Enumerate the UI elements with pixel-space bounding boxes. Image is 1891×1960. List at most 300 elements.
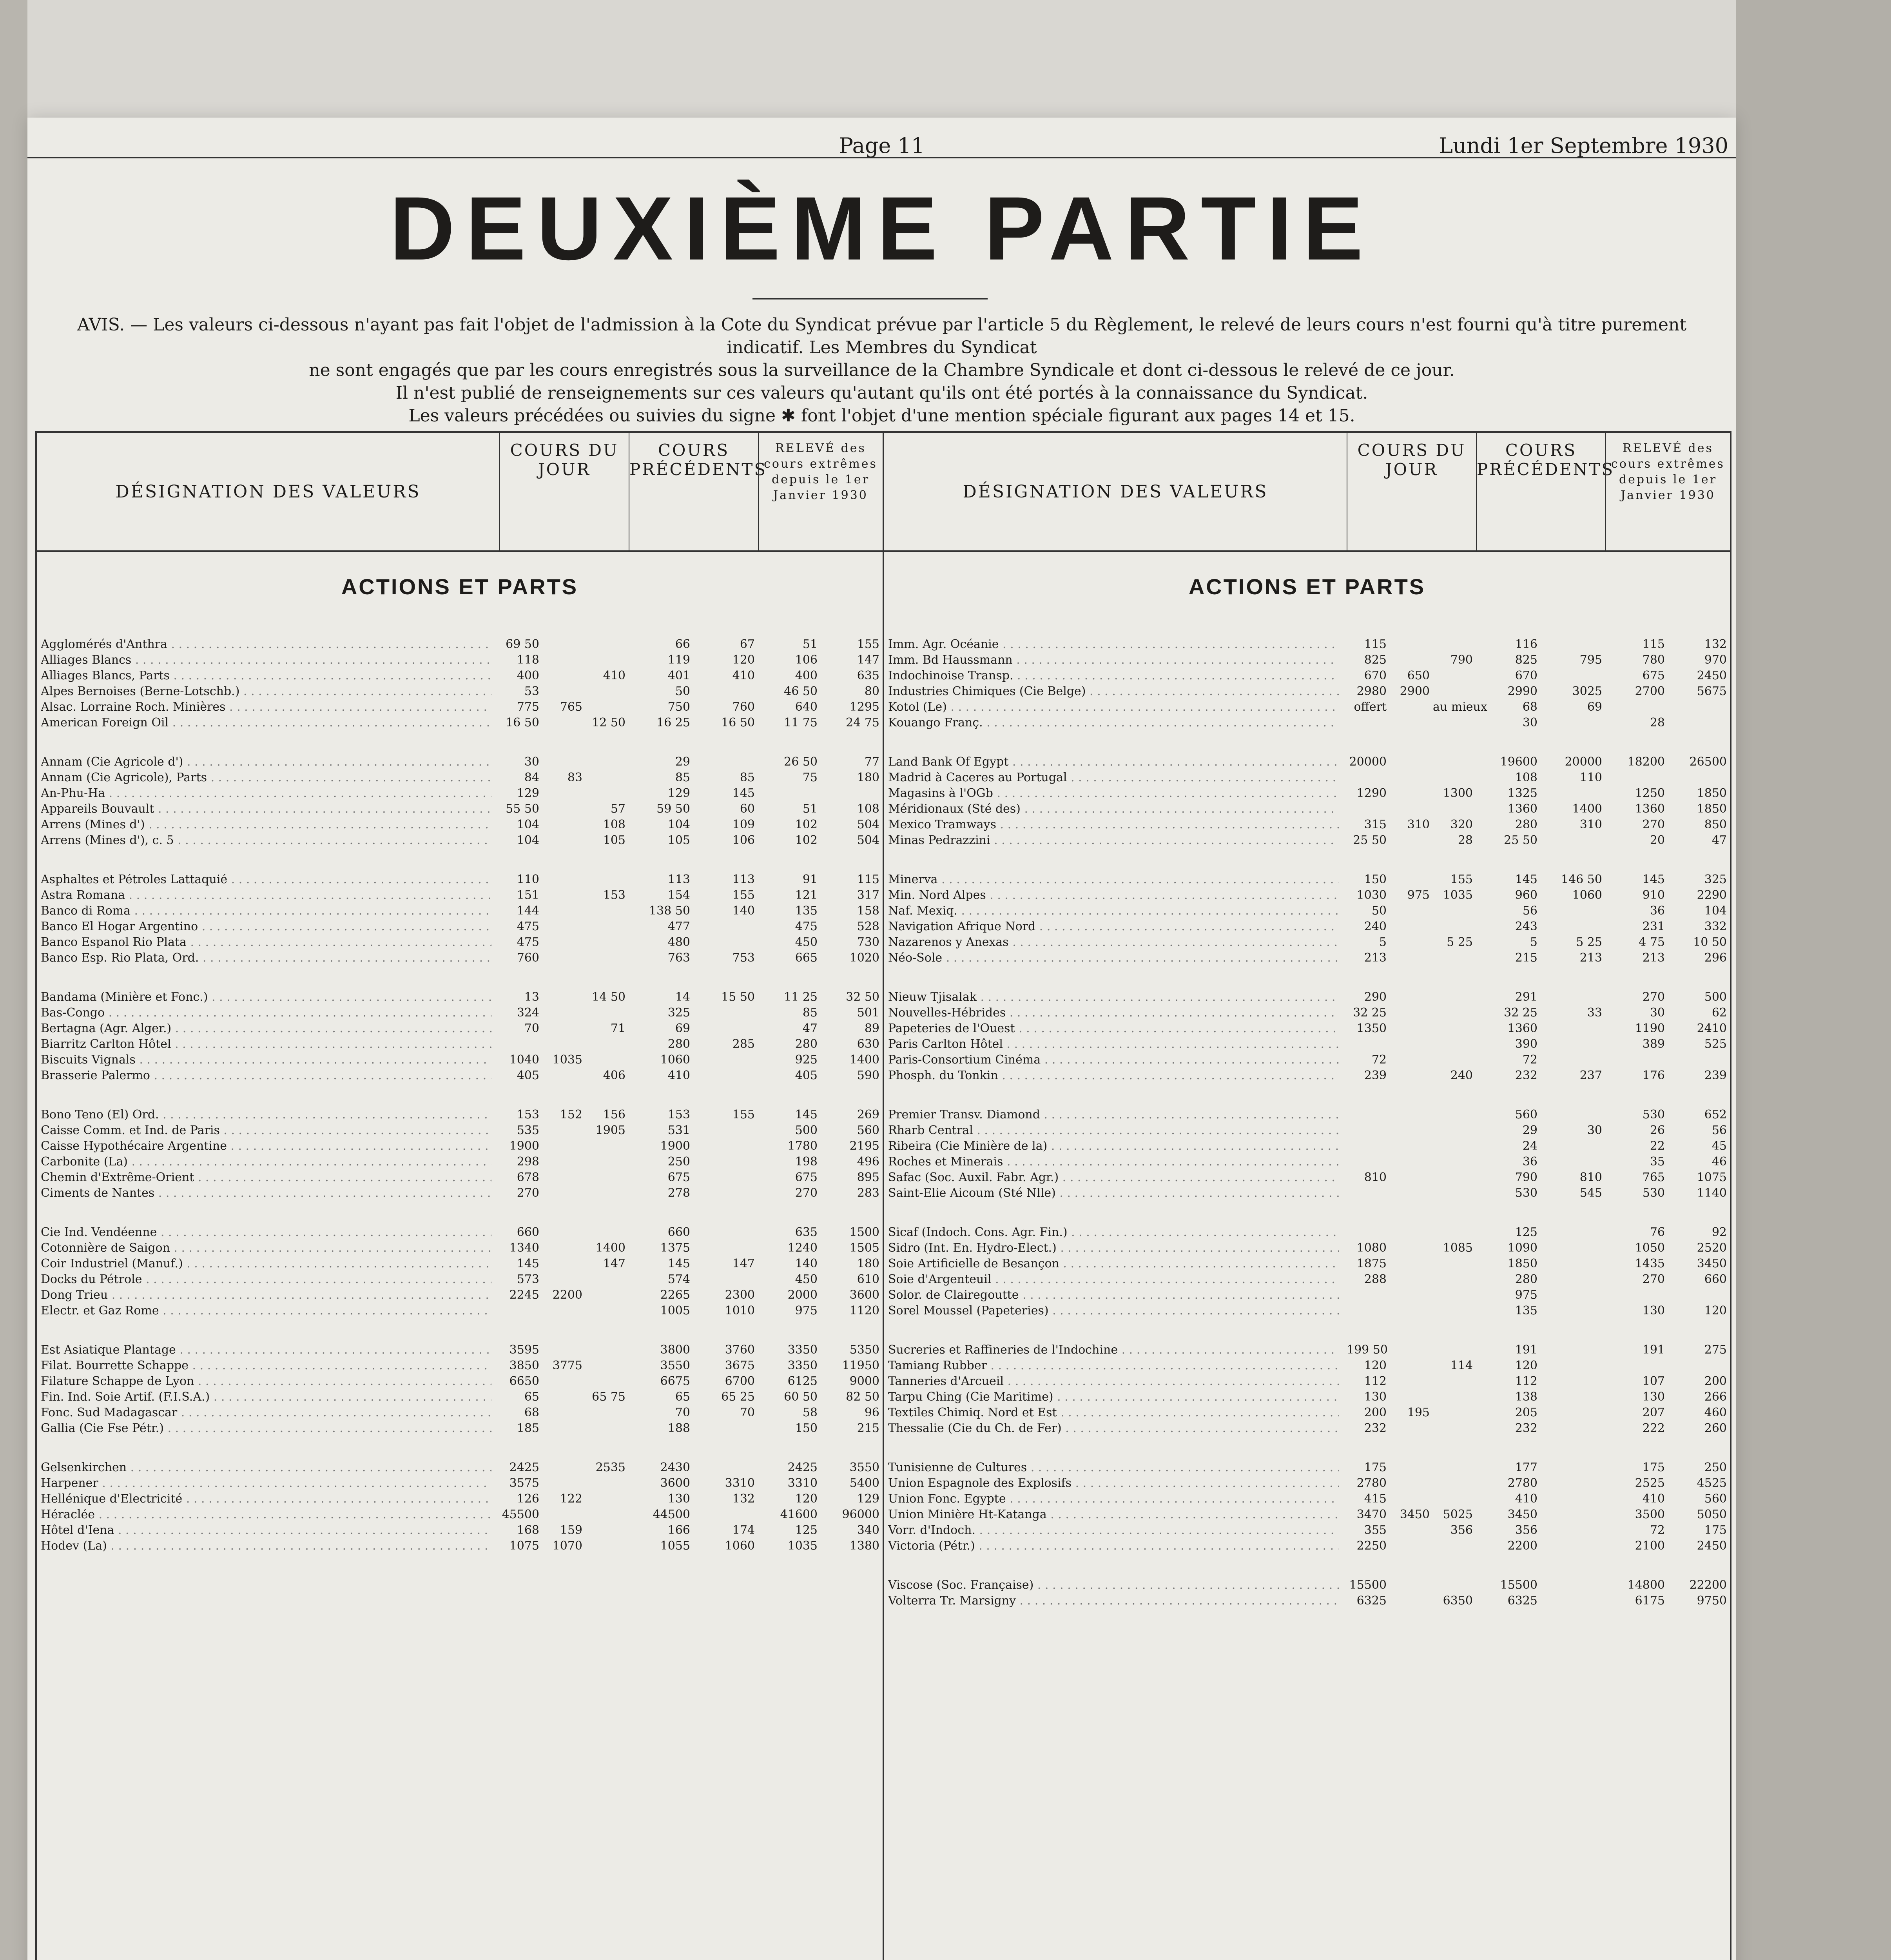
price-cell: 130 (667, 1492, 690, 1506)
price-cell: 960 (1515, 888, 1537, 902)
price-cell: 200 (1364, 1406, 1387, 1419)
security-name: Hellénique d'Electricité . . . (41, 1491, 491, 1507)
price-cell: 2290 (1697, 888, 1727, 902)
table-row (37, 1225, 883, 1240)
price-cell: 1900 (509, 1139, 539, 1153)
price-cell: 678 (517, 1171, 539, 1184)
table-row (37, 652, 883, 668)
security-name: Sorel Moussel (Papeteries) . . . (888, 1303, 1339, 1319)
security-name: Industries Chimiques (Cie Belge) . . . (888, 684, 1339, 699)
table-row (884, 1005, 1730, 1021)
table-row (37, 935, 883, 950)
price-cell: 145 (732, 786, 755, 800)
table-row (884, 919, 1730, 935)
price-cell: 1360 (1507, 802, 1537, 816)
price-cell: 104 (517, 833, 539, 847)
table-row (884, 950, 1730, 966)
security-name: Alpes Bernoises (Berne-Lotschb.) . . . (41, 684, 491, 699)
price-cell: 270 (1642, 1272, 1665, 1286)
price-cell: 545 (1579, 1186, 1602, 1200)
table-row (884, 1593, 1730, 1609)
price-cell: 232 (1364, 1421, 1387, 1435)
price-cell: 145 (795, 1108, 818, 1122)
price-cell: 105 (603, 833, 625, 847)
price-cell: 153 (603, 888, 625, 902)
table-row (884, 1225, 1730, 1240)
table-row (37, 1036, 883, 1052)
table-row (884, 1475, 1730, 1491)
releve-label: RELEVÉ des cours extrêmes depuis le 1er Janvier 1930 (764, 441, 878, 502)
security-name: Minas Pedrazzini . . . (888, 833, 1339, 848)
price-cell: 285 (732, 1037, 755, 1051)
price-cell: 102 (795, 833, 818, 847)
price-cell: 775 (517, 700, 539, 714)
price-cell: 175 (1364, 1461, 1387, 1474)
price-cell: 199 50 (1347, 1343, 1388, 1357)
price-cell: 155 (732, 888, 755, 902)
table-row (37, 715, 883, 731)
price-cell: 340 (857, 1523, 879, 1537)
price-cell: 2450 (1697, 1539, 1727, 1553)
table-row (37, 1421, 883, 1436)
table-right-half (884, 433, 1730, 1960)
price-cell: 850 (1704, 818, 1727, 831)
price-cell: 9750 (1697, 1594, 1727, 1608)
price-cell: 240 (1364, 920, 1387, 933)
price-cell: 130 (1642, 1390, 1665, 1404)
price-cell: 231 (1642, 920, 1665, 933)
security-name: Appareils Bouvault . . . (41, 801, 491, 817)
col-releve (758, 433, 883, 550)
price-cell: 62 (1712, 1006, 1727, 1020)
price-cell: 30 (524, 755, 539, 769)
security-name: Electr. et Gaz Rome . . . (41, 1303, 491, 1319)
price-cell: 15500 (1500, 1578, 1537, 1592)
price-cell: 2250 (1356, 1539, 1387, 1553)
price-cell: 296 (1704, 951, 1727, 965)
price-cell: 5400 (849, 1476, 879, 1490)
price-cell: 198 (795, 1155, 818, 1169)
price-cell: 129 (857, 1492, 879, 1506)
security-name: Cotonnière de Saigon . . . (41, 1240, 491, 1256)
cours-du-jour-label: COURS DU JOUR (1357, 441, 1466, 479)
price-cell: 975 (1407, 888, 1430, 902)
price-cell: 450 (795, 935, 818, 949)
notice-block (43, 314, 1721, 427)
table-row (884, 1538, 1730, 1554)
table-row (884, 872, 1730, 887)
price-cell: 122 (560, 1492, 582, 1506)
price-cell: 675 (795, 1171, 818, 1184)
price-cell: 1400 (595, 1241, 625, 1255)
table-row (37, 754, 883, 770)
price-cell: 112 (1364, 1374, 1387, 1388)
security-name: Fonc. Sud Madagascar . . . (41, 1405, 491, 1421)
col-cours-du-jour (499, 433, 629, 550)
security-name: Saint-Elie Aicoum (Sté Nlle) . . . (888, 1185, 1339, 1201)
security-name: Imm. Bd Haussmann . . . (888, 652, 1339, 668)
price-cell: 15 50 (721, 990, 755, 1004)
table-row (884, 1021, 1730, 1036)
table-row (37, 637, 883, 652)
table-row (37, 1185, 883, 1201)
price-cell: 25 50 (1353, 833, 1387, 847)
price-cell: 159 (560, 1523, 582, 1537)
security-name: Filature Schappe de Lyon . . . (41, 1374, 491, 1389)
price-cell: 82 50 (846, 1390, 879, 1404)
table-row (884, 1287, 1730, 1303)
price-cell: 1905 (595, 1123, 625, 1137)
price-cell: 114 (1450, 1359, 1473, 1372)
price-cell: 1035 (1443, 888, 1473, 902)
price-cell: 325 (667, 1006, 690, 1020)
security-name: Magasins à l'OGb . . . (888, 786, 1339, 801)
price-cell: 280 (667, 1037, 690, 1051)
price-cell: 560 (857, 1123, 879, 1137)
table-row (884, 699, 1730, 715)
price-cell: 660 (1704, 1272, 1727, 1286)
table-row (37, 1507, 883, 1523)
table-row (884, 1303, 1730, 1319)
price-cell: 232 (1515, 1069, 1537, 1082)
col-releve (1605, 433, 1730, 550)
price-cell: 70 (524, 1022, 539, 1035)
price-cell: 2450 (1697, 669, 1727, 682)
price-cell: 530 (1642, 1108, 1665, 1122)
price-cell: 675 (667, 1171, 690, 1184)
price-cell: 154 (667, 888, 690, 902)
price-cell: 112 (1515, 1374, 1537, 1388)
price-cell: 152 (560, 1108, 582, 1122)
col-designation: DÉSIGNATION DES VALEURS (115, 481, 421, 502)
price-cell: 200 (1704, 1374, 1727, 1388)
price-cell: 753 (732, 951, 755, 965)
price-cell: 298 (517, 1155, 539, 1169)
price-cell: 650 (1407, 669, 1430, 682)
security-name: Nouvelles-Hébrides . . . (888, 1005, 1339, 1021)
price-cell: 110 (1579, 771, 1602, 784)
price-cell: 477 (667, 920, 690, 933)
price-cell: 115 (1364, 637, 1387, 651)
price-cell: 102 (795, 818, 818, 831)
price-cell: 55 50 (506, 802, 539, 816)
price-cell: 26 50 (784, 755, 818, 769)
table-row (884, 1405, 1730, 1421)
price-cell: 3550 (849, 1461, 879, 1474)
section-title: ACTIONS ET PARTS (1188, 574, 1426, 599)
table-row (884, 903, 1730, 919)
security-name: Dong Trieu . . . (41, 1287, 491, 1303)
table-row (884, 1460, 1730, 1475)
security-name: Victoria (Pétr.) . . . (888, 1538, 1339, 1554)
table-row (884, 1170, 1730, 1185)
price-cell: 635 (795, 1225, 818, 1239)
price-cell: 1875 (1356, 1257, 1387, 1270)
security-name: An-Phu-Ha . . . (41, 786, 491, 801)
notice-line: AVIS. — Les valeurs ci-dessous n'ayant pas fait l'objet de l'admission à la Cote du Syndicat prévue par l'article 5 du Règlement, le relevé de leurs cours n'est fourni qu'à titre purement indicatif. Les Membres du Syndicat (77, 315, 1687, 358)
table-row (884, 935, 1730, 950)
price-cell: 155 (857, 637, 879, 651)
price-cell: 30 (1650, 1006, 1665, 1020)
price-cell: 113 (732, 873, 755, 886)
price-cell: 5675 (1697, 684, 1727, 698)
table-row (884, 652, 1730, 668)
price-cell: 356 (1450, 1523, 1473, 1537)
price-cell: 2780 (1356, 1476, 1387, 1490)
quotes-table (35, 431, 1731, 1960)
price-cell: 3350 (787, 1359, 818, 1372)
table-row (37, 887, 883, 903)
price-cell: 166 (667, 1523, 690, 1537)
security-name: Vorr. d'Indoch. . . . (888, 1523, 1339, 1538)
table-row (37, 1389, 883, 1405)
price-cell: 528 (857, 920, 879, 933)
table-row (884, 1036, 1730, 1052)
security-name: Paris Carlton Hôtel . . . (888, 1036, 1339, 1052)
price-cell: 11950 (842, 1359, 879, 1372)
price-cell: 2425 (787, 1461, 818, 1474)
price-cell: 105 (667, 833, 690, 847)
table-row (37, 833, 883, 848)
price-cell: 315 (1364, 818, 1387, 831)
price-cell: 795 (1579, 653, 1602, 667)
security-name: Coir Industriel (Manuf.) . . . (41, 1256, 491, 1272)
security-name: Héraclée . . . (41, 1507, 491, 1523)
security-name: Gallia (Cie Fse Pétr.) . . . (41, 1421, 491, 1436)
price-cell: 530 (1642, 1186, 1665, 1200)
price-cell: 1360 (1507, 1022, 1537, 1035)
price-cell: 174 (732, 1523, 755, 1537)
security-name: Gelsenkirchen . . . (41, 1460, 491, 1475)
security-name: Min. Nord Alpes . . . (888, 887, 1339, 903)
price-cell: 574 (667, 1272, 690, 1286)
security-name: Biarritz Carlton Hôtel . . . (41, 1036, 491, 1052)
price-cell: 29 (675, 755, 690, 769)
table-row (884, 637, 1730, 652)
price-cell: 33 (1587, 1006, 1602, 1020)
price-cell: 355 (1364, 1523, 1387, 1537)
security-name: Banco di Roma . . . (41, 903, 491, 919)
price-cell: 2410 (1697, 1022, 1727, 1035)
price-cell: 1295 (849, 700, 879, 714)
table-row (37, 1068, 883, 1083)
security-name: Papeteries de l'Ouest . . . (888, 1021, 1339, 1036)
table-row (884, 786, 1730, 801)
price-cell: 50 (1371, 904, 1387, 918)
security-name: Bas-Congo . . . (41, 1005, 491, 1021)
table-row (37, 1052, 883, 1068)
price-cell: 116 (1515, 637, 1537, 651)
price-cell: 590 (857, 1069, 879, 1082)
price-cell: 32 50 (846, 990, 879, 1004)
price-cell: 4525 (1697, 1476, 1727, 1490)
table-row (37, 1287, 883, 1303)
price-cell: 496 (857, 1155, 879, 1169)
notice-line: Il n'est publié de renseignements sur ces valeurs qu'autant qu'ils ont été portés à la connaissance du Syndicat. (395, 383, 1368, 403)
table-row (884, 1342, 1730, 1358)
table-row (884, 668, 1730, 684)
price-cell: 1435 (1635, 1257, 1665, 1270)
price-cell: 280 (1515, 1272, 1537, 1286)
page-header (27, 133, 1736, 158)
security-name: Banco El Hogar Argentino . . . (41, 919, 491, 935)
price-cell: 356 (1515, 1523, 1537, 1537)
table-row (37, 1342, 883, 1358)
price-cell: 85 (675, 771, 690, 784)
price-cell: 1190 (1635, 1022, 1665, 1035)
price-cell: 332 (1704, 920, 1727, 933)
price-cell: 665 (795, 951, 818, 965)
security-name: Filat. Bourrette Schappe . . . (41, 1358, 491, 1374)
price-cell: 68 (1522, 700, 1537, 714)
security-name: Madrid à Caceres au Portugal . . . (888, 770, 1339, 786)
table-row (884, 801, 1730, 817)
section-title: ACTIONS ET PARTS (341, 574, 578, 599)
price-cell: 1340 (509, 1241, 539, 1255)
price-cell: 2535 (595, 1461, 625, 1474)
price-cell: 83 (567, 771, 582, 784)
col-designation: DÉSIGNATION DES VALEURS (963, 481, 1268, 502)
price-cell: 2200 (552, 1288, 582, 1302)
price-cell: 3675 (725, 1359, 755, 1372)
price-cell: 1020 (849, 951, 879, 965)
table-row (37, 699, 883, 715)
table-row (884, 1052, 1730, 1068)
price-cell: 450 (795, 1272, 818, 1286)
price-cell: 138 (1515, 1390, 1537, 1404)
price-cell: 610 (857, 1272, 879, 1286)
price-cell: 970 (1704, 653, 1727, 667)
table-row (37, 801, 883, 817)
price-cell: 400 (517, 669, 539, 682)
security-name: Sucreries et Raffineries de l'Indochine . . . (888, 1342, 1339, 1358)
price-cell: 222 (1642, 1421, 1665, 1435)
price-cell: 150 (1364, 873, 1387, 886)
cours-du-jour-label: COURS DU JOUR (510, 441, 619, 479)
price-cell: 670 (1515, 669, 1537, 682)
price-cell: 91 (802, 873, 818, 886)
table-row (884, 1374, 1730, 1389)
newspaper-page (27, 118, 1736, 1960)
price-cell: 89 (864, 1022, 879, 1035)
price-cell: 58 (802, 1406, 818, 1419)
price-cell: 504 (857, 818, 879, 831)
table-row (884, 1185, 1730, 1201)
price-cell: 280 (1515, 818, 1537, 831)
price-cell: 410 (732, 669, 755, 682)
table-row (884, 1272, 1730, 1287)
price-cell: 2300 (725, 1288, 755, 1302)
price-cell: 180 (857, 771, 879, 784)
security-name: Naf. Mexiq. . . . (888, 903, 1339, 919)
price-cell: 475 (517, 935, 539, 949)
security-name: Tunisienne de Cultures . . . (888, 1460, 1339, 1475)
price-cell: 560 (1515, 1108, 1537, 1122)
price-cell: 18200 (1627, 755, 1665, 769)
col-cours-precedents (1476, 433, 1615, 550)
price-cell: 3550 (660, 1359, 690, 1372)
price-cell: 150 (795, 1421, 818, 1435)
security-name: Union Minière Ht-Katanga . . . (888, 1507, 1339, 1523)
price-cell: 3575 (509, 1476, 539, 1490)
price-cell: 2980 (1356, 684, 1387, 698)
security-name: Hôtel d'Iena . . . (41, 1523, 491, 1538)
price-cell: 3775 (552, 1359, 582, 1372)
price-cell: 1010 (725, 1304, 755, 1318)
price-cell: 3600 (660, 1476, 690, 1490)
security-name: Tarpu Ching (Cie Maritime) . . . (888, 1389, 1339, 1405)
price-cell: 660 (517, 1225, 539, 1239)
price-cell: 16 50 (506, 716, 539, 730)
price-cell: 3470 (1356, 1508, 1387, 1521)
security-name: Bandama (Minière et Fonc.) . . . (41, 989, 491, 1005)
price-cell: 175 (1704, 1523, 1727, 1537)
security-name: Mexico Tramways . . . (888, 817, 1339, 833)
price-cell: 145 (517, 1257, 539, 1270)
price-cell: 59 50 (656, 802, 690, 816)
security-name: Néo-Sole . . . (888, 950, 1339, 966)
price-cell: 6675 (660, 1374, 690, 1388)
price-cell: 410 (667, 1069, 690, 1082)
issue-date: Lundi 1er Septembre 1930 (1438, 133, 1728, 158)
price-cell: 11 25 (784, 990, 818, 1004)
security-name: Chemin d'Extrême-Orient . . . (41, 1170, 491, 1185)
security-name: Nazarenos y Anexas . . . (888, 935, 1339, 950)
price-cell: 405 (517, 1069, 539, 1082)
notice-line: ne sont engagés que par les cours enregistrés sous la surveillance de la Chambre Syndicale et dont ci-dessous le relevé de ce jour. (309, 360, 1455, 380)
price-cell: 275 (1704, 1343, 1727, 1357)
price-cell: 65 25 (721, 1390, 755, 1404)
price-cell: 85 (802, 1006, 818, 1020)
price-cell: 291 (1515, 990, 1537, 1004)
table-row (884, 1107, 1730, 1123)
table-row (37, 817, 883, 833)
price-cell: 730 (857, 935, 879, 949)
left-rows (37, 637, 883, 1554)
price-cell: 5350 (849, 1343, 879, 1357)
price-cell: 1060 (1572, 888, 1602, 902)
price-cell: 760 (732, 700, 755, 714)
price-cell: 239 (1704, 1069, 1727, 1082)
security-name: Nieuw Tjisalak . . . (888, 989, 1339, 1005)
price-cell: 26500 (1689, 755, 1727, 769)
price-cell: 9000 (849, 1374, 879, 1388)
table-row (884, 989, 1730, 1005)
price-cell: 765 (560, 700, 582, 714)
price-cell: 6125 (787, 1374, 818, 1388)
security-name: Astra Romana . . . (41, 887, 491, 903)
table-row (37, 770, 883, 786)
table-row (884, 1240, 1730, 1256)
price-cell: 75 (802, 771, 818, 784)
price-cell: 118 (517, 653, 539, 667)
price-cell: 147 (732, 1257, 755, 1270)
price-cell: 10 50 (1693, 935, 1727, 949)
price-cell: 84 (524, 771, 539, 784)
price-cell: 290 (1364, 990, 1387, 1004)
table-row (884, 1068, 1730, 1083)
price-cell: 270 (1642, 990, 1665, 1004)
price-cell: 13 (524, 990, 539, 1004)
price-cell: offert (1354, 700, 1387, 714)
price-cell: 207 (1642, 1406, 1665, 1419)
price-cell: 652 (1704, 1108, 1727, 1122)
security-name: Premier Transv. Diamond . . . (888, 1107, 1339, 1123)
price-cell: 1300 (1443, 786, 1473, 800)
price-cell: 32 25 (1504, 1006, 1537, 1020)
security-name: Solor. de Clairegoutte . . . (888, 1287, 1339, 1303)
price-cell: 120 (1704, 1304, 1727, 1318)
